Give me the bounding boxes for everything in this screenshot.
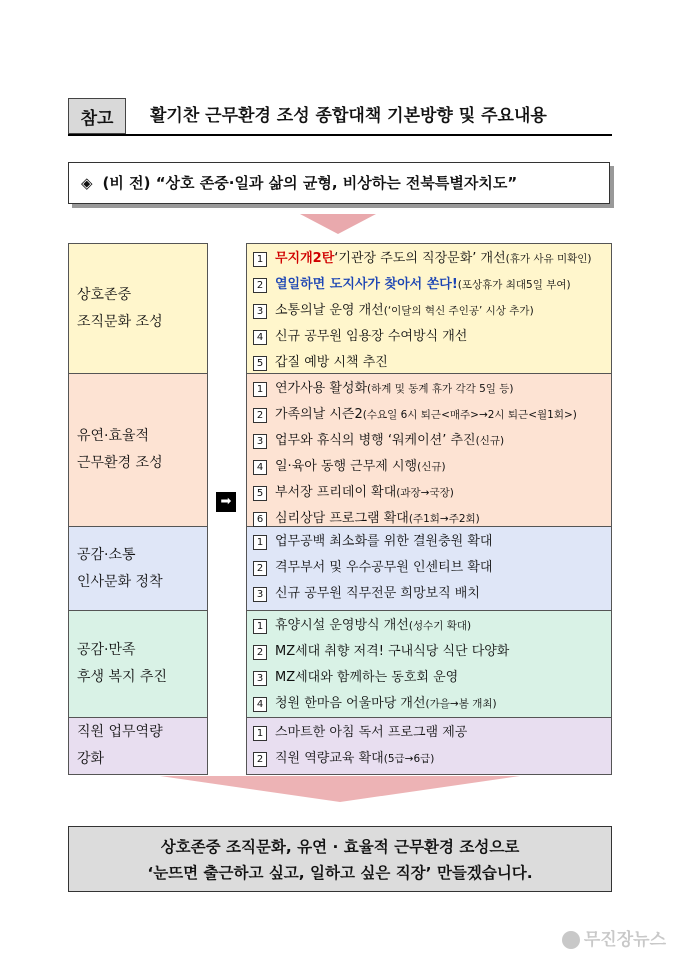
item-group-1 [246,243,612,374]
list-item: 1 무지개2탄 ‘기관장 주도의 직장문화’ 개선 (휴가 사유 미확인) [253,246,611,272]
down-arrow-icon [300,214,376,234]
list-item: 5 부서장 프리데이 확대 (과장→국장) [253,480,611,506]
list-item: 3 소통의날 운영 개선 (‘이달의 혁신 주인공’ 시상 추가) [253,298,611,324]
down-arrow-icon [160,776,520,802]
list-item: 2 격무부서 및 우수공무원 인센티브 확대 [253,555,611,581]
list-item: 3 MZ세대와 함께하는 동호회 운영 [253,665,611,691]
category-line: 직원 업무역량 [77,724,163,740]
category-line: 근무환경 조성 [77,455,163,471]
list-item: 4 청원 한마음 어울마당 개선 (가을→봄 개최) [253,691,611,717]
list-item: 1 스마트한 아침 독서 프로그램 제공 [253,720,611,746]
list-item: 1 연가사용 활성화 (하계 및 동계 휴가 각각 5일 등) [253,376,611,402]
list-item: 4 신규 공무원 임용장 수여방식 개선 [253,324,611,350]
category-2 [68,374,208,527]
list-item: 5 갑질 예방 시책 추진 [253,350,611,376]
category-line: 유연·효율적 [77,428,150,444]
list-item: 2 열일하면 도지사가 찾아서 쏜다! (포상휴가 최대5일 부여) [253,272,611,298]
list-item: 2 가족의날 시즌2 (수요일 6시 퇴근<매주>→2시 퇴근<월1회>) [253,402,611,428]
list-item: 6 심리상담 프로그램 확대 (주1회→주2회) [253,506,611,532]
logo-icon [562,931,580,949]
title-bar [68,98,612,136]
category-line: 후생 복지 추진 [77,669,168,685]
category-line: 공감·소통 [77,546,136,563]
list-item: 1 업무공백 최소화를 위한 결원충원 확대 [253,529,611,555]
watermark: 무진장뉴스 [562,925,666,950]
conclusion-box [68,826,612,892]
category-3 [68,527,208,611]
conclusion-line: ‘눈뜨면 출근하고 싶고, 일하고 싶은 직장’ 만들겠습니다. [147,864,533,882]
list-item: 2 MZ세대 취향 저격! 구내식당 식단 다양화 [253,639,611,665]
reference-badge: 참고 [68,98,126,134]
vision-label: (비 전) [102,174,151,192]
list-item: 1 휴양시설 운영방식 개선 (성수기 확대) [253,613,611,639]
diamond-icon: ◈ [81,174,93,192]
page-title: 활기찬 근무환경 조성 종합대책 기본방향 및 주요내용 [150,106,547,126]
list-item: 2 직원 역량교육 확대 (5급→6급) [253,746,611,772]
category-line: 인사문화 정착 [77,573,163,590]
item-group-4 [246,611,612,718]
category-5 [68,718,208,775]
list-item: 4 일·육아 동행 근무제 시행 (신규) [253,454,611,480]
category-line: 공감·만족 [77,642,136,658]
items-column [246,243,612,775]
category-line: 강화 [77,751,105,767]
item-group-2 [246,374,612,527]
list-item: 3 업무와 휴식의 병행 ‘워케이션’ 추진 (신규) [253,428,611,454]
item-group-5 [246,718,612,775]
category-1 [68,243,208,374]
category-line: 조직문화 조성 [77,313,163,330]
category-column [68,243,208,775]
category-4 [68,611,208,718]
right-arrow-icon: ➡ [216,492,236,512]
vision-text: “상호 존중·일과 삶의 균형, 비상하는 전북특별자치도” [155,174,518,192]
conclusion-line: 상호존중 조직문화, 유연 · 효율적 근무환경 조성으로 [160,838,520,856]
item-group-3 [246,527,612,611]
vision-box [68,162,610,204]
category-line: 상호존중 [77,286,132,303]
list-item: 3 신규 공무원 직무전문 희망보직 배치 [253,581,611,607]
